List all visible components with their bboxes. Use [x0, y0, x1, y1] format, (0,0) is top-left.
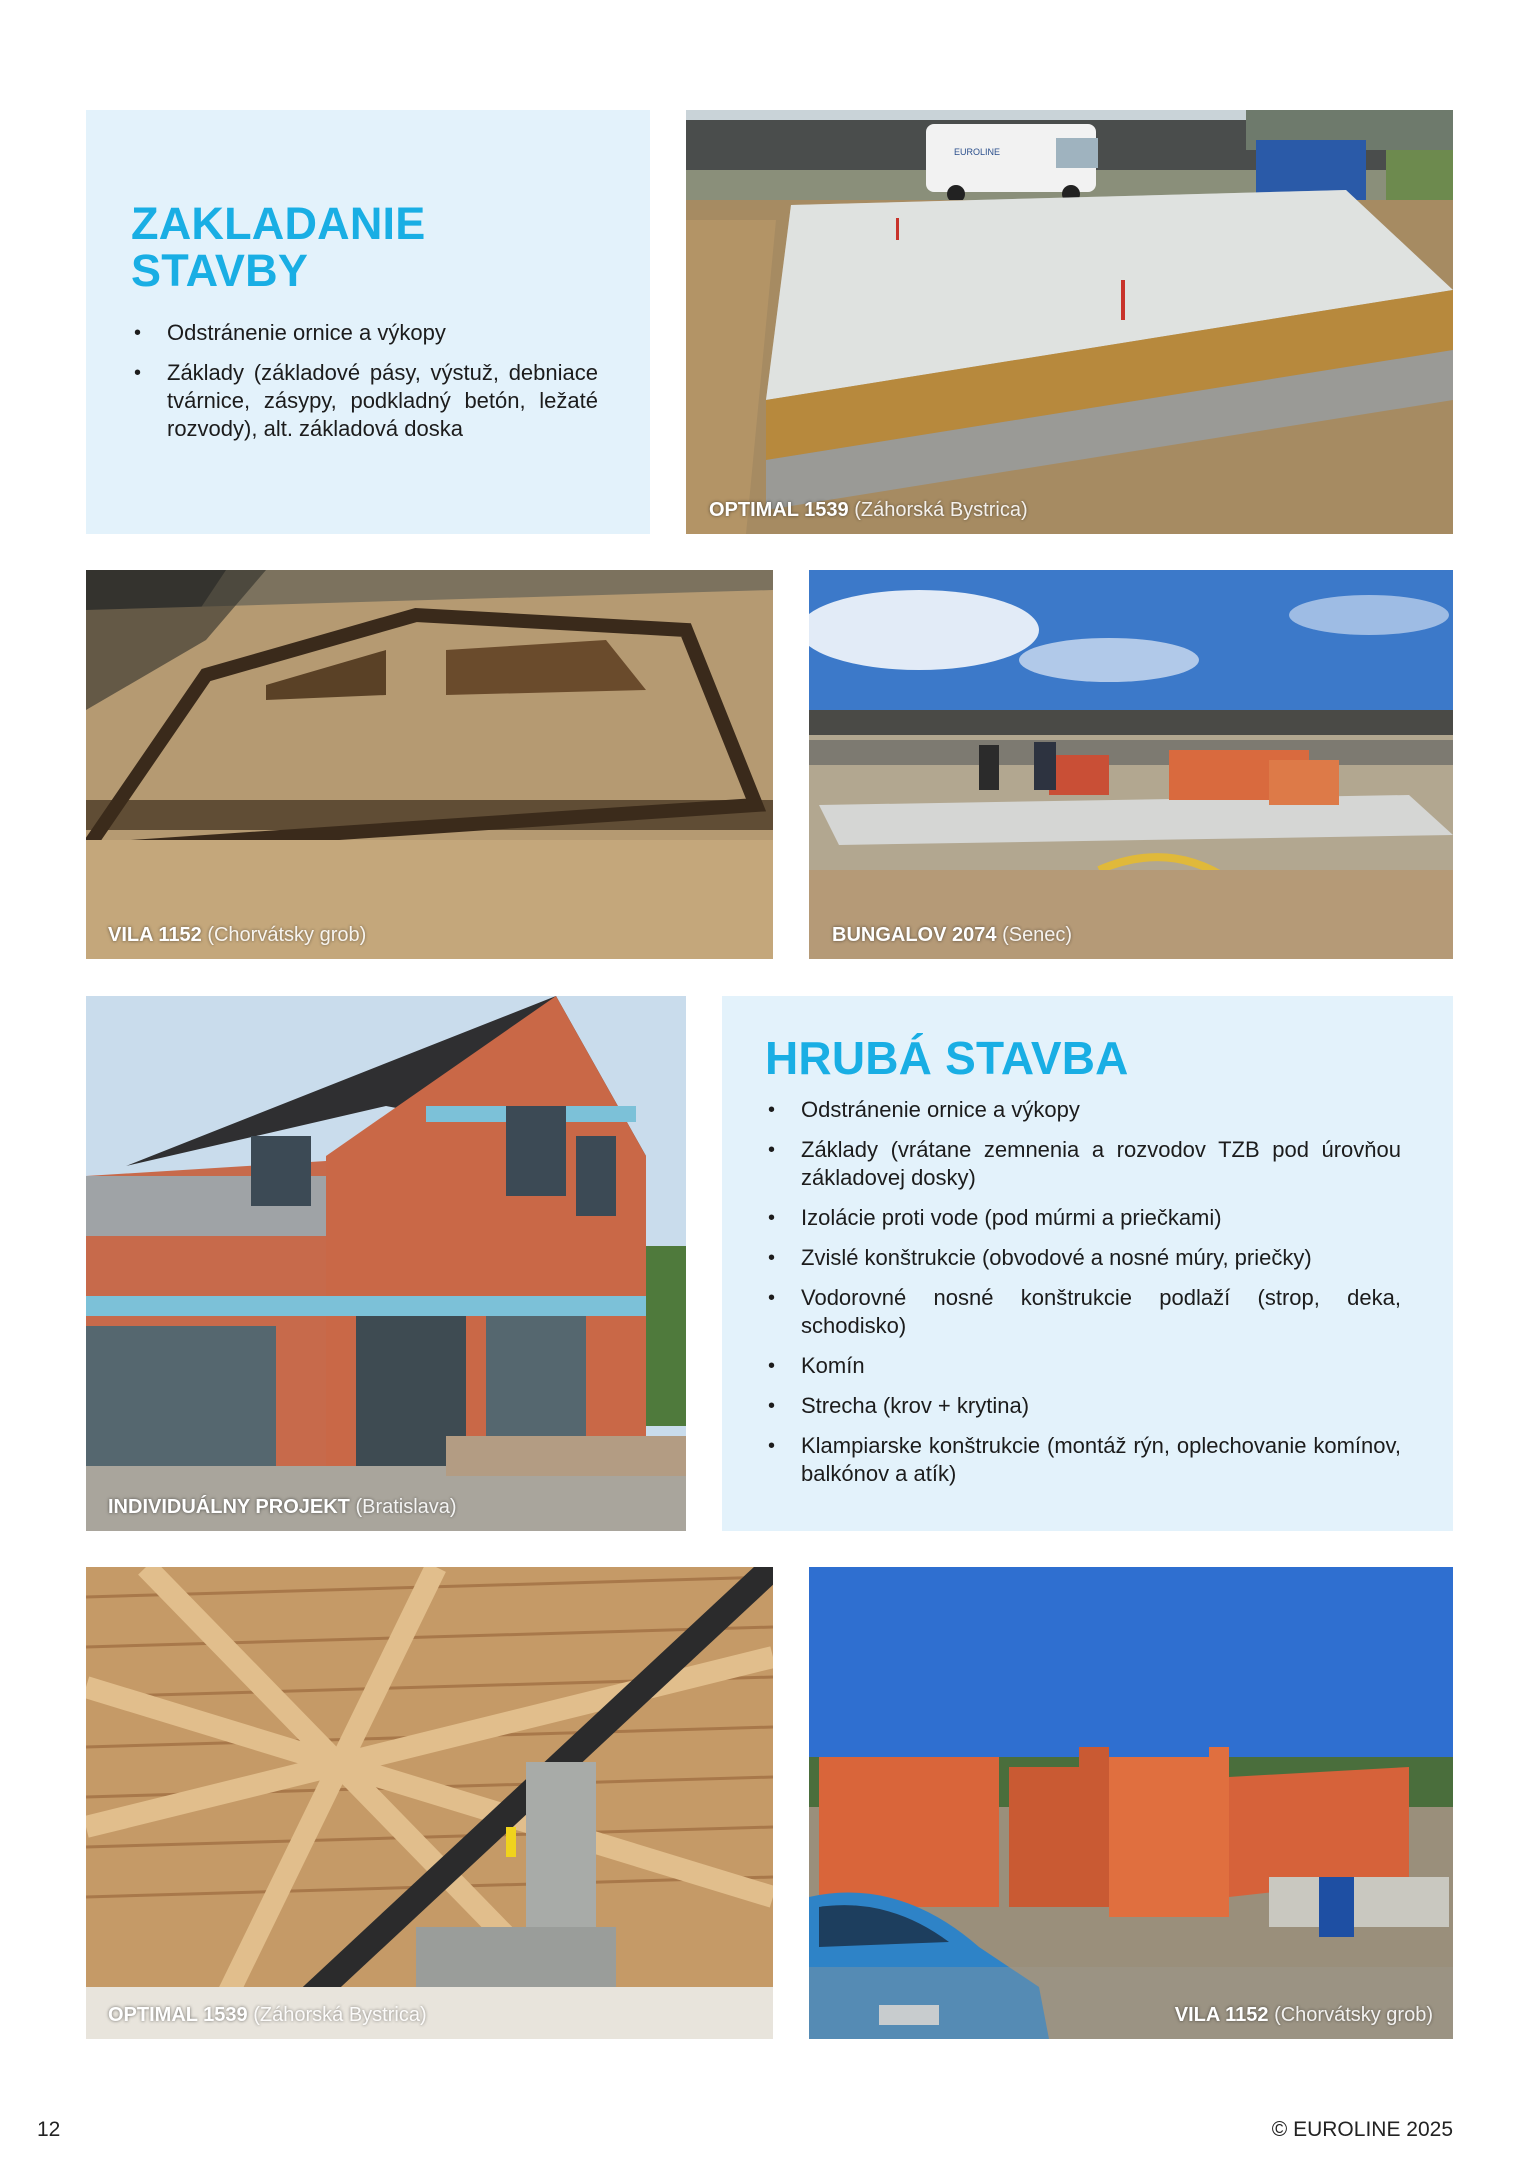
- caption-name: INDIVIDUÁLNY PROJEKT: [108, 1496, 350, 1518]
- foundation-bullet-list: [131, 319, 598, 443]
- foundation-panel: [86, 110, 650, 534]
- photo-brick-walls: [809, 1567, 1453, 2039]
- bungalow-slab-image: [809, 570, 1453, 959]
- svg-text:EUROLINE: EUROLINE: [954, 147, 1001, 157]
- roof-truss-image: [86, 1567, 773, 2039]
- trenches-image: [86, 570, 773, 959]
- list-item: • Odstránenie ornice a výkopy: [134, 319, 446, 345]
- copyright-text: © EUROLINE 2025: [1271, 2118, 1453, 2141]
- photo-caption: [832, 924, 1072, 947]
- list-item: • Klampiarske konštrukcie (montáž rýn, oplechovanie komínov, balkónov a atík): [768, 1433, 1401, 1487]
- list-item: • Komín: [768, 1353, 865, 1379]
- list-item: • Zvislé konštrukcie (obvodové a nosné múry, priečky): [768, 1245, 1312, 1271]
- photo-roof-truss: [86, 1567, 773, 2039]
- photo-caption: [709, 499, 1028, 522]
- photo-caption: [108, 924, 366, 947]
- foundation-title-line1: ZAKLADANIE: [131, 198, 426, 249]
- shell-construction-bullet-list: [765, 1096, 1401, 1488]
- shell-construction-panel: [722, 996, 1453, 1531]
- page-number: 12: [37, 2118, 61, 2141]
- list-item: • Strecha (krov + krytina): [768, 1393, 1030, 1419]
- caption-name: OPTIMAL 1539: [709, 499, 849, 521]
- caption-location: (Chorvátsky grob): [207, 924, 367, 946]
- brick-walls-image: [809, 1567, 1453, 2039]
- list-item: • Základy (vrátane zemnenia a rozvodov TZB pod úrovňou základovej dosky): [768, 1137, 1401, 1191]
- caption-location: (Senec): [1002, 924, 1073, 946]
- caption-name: OPTIMAL 1539: [108, 2004, 248, 2026]
- shell-construction-title: HRUBÁ STAVBA: [765, 1032, 1129, 1084]
- caption-location: (Bratislava): [355, 1496, 457, 1518]
- slab-image: [686, 110, 1453, 534]
- photo-caption: [108, 2004, 427, 2027]
- caption-location: (Záhorská Bystrica): [854, 499, 1028, 521]
- photo-bungalow-slab: [809, 570, 1453, 959]
- caption-name: BUNGALOV 2074: [832, 924, 997, 946]
- foundation-title: [131, 200, 598, 295]
- photo-trenches: [86, 570, 773, 959]
- photo-caption: [1175, 2004, 1433, 2027]
- caption-name: VILA 1152: [108, 924, 202, 946]
- photo-foundation-slab: [686, 110, 1453, 534]
- brick-house-image: [86, 996, 686, 1531]
- photo-caption: [108, 1496, 457, 1519]
- foundation-title-line2: STAVBY: [131, 245, 309, 297]
- caption-name: VILA 1152: [1174, 2004, 1269, 2026]
- list-item: • Odstránenie ornice a výkopy: [768, 1097, 1080, 1123]
- caption-location: (Záhorská Bystrica): [253, 2004, 427, 2026]
- list-item: • Vodorovné nosné konštrukcie podlaží (strop, deka, schodisko): [768, 1285, 1401, 1339]
- caption-location: (Chorvátsky grob): [1274, 2004, 1433, 2026]
- list-item: • Izolácie proti vode (pod múrmi a priečkami): [768, 1205, 1222, 1231]
- list-item: • Základy (základové pásy, výstuž, debniace tvárnice, zásypy, podkladný betón, ležaté rozvody), alt. základová doska: [134, 359, 598, 441]
- photo-brick-house: [86, 996, 686, 1531]
